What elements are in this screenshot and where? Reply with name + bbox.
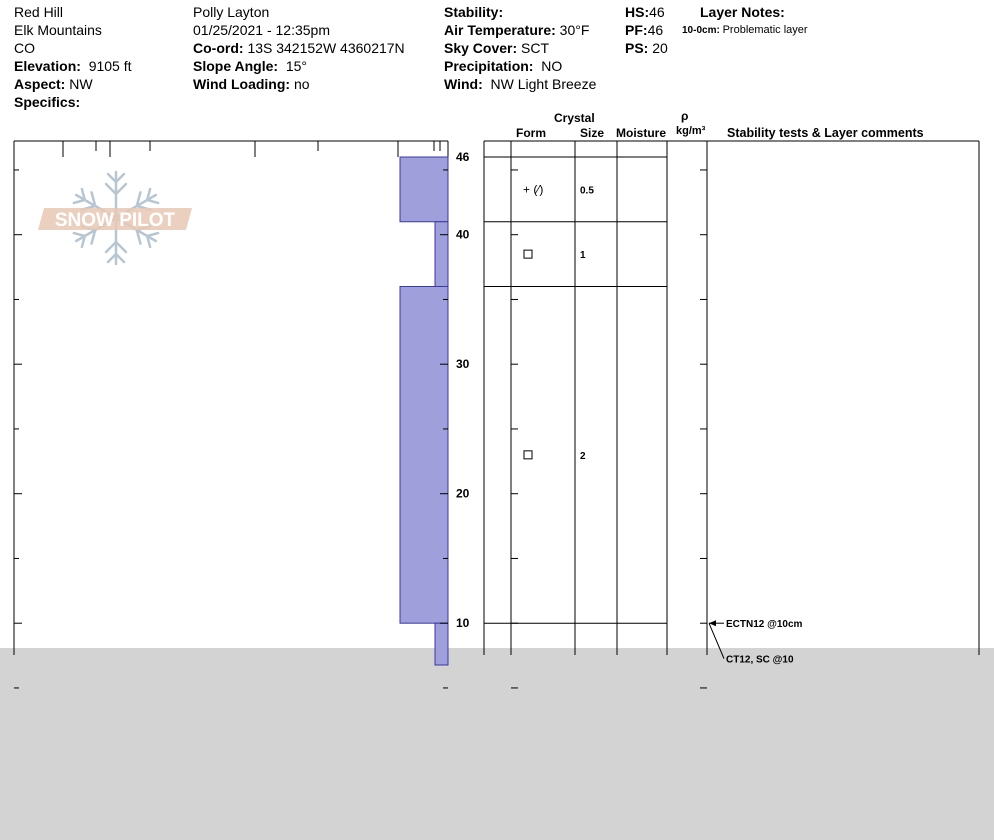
y-tick-label: 30 [456,357,470,372]
moisture-header: Moisture [616,126,667,140]
wind: Wind: NW Light Breeze [444,76,597,92]
y-tick-label: 20 [456,486,470,501]
layer-table [480,135,994,666]
specifics: Specifics: [14,94,81,110]
location-name: Red Hill [14,4,64,20]
grain-form-symbol-0: + (⁄) [523,182,544,197]
test-pointer-1 [709,623,724,658]
y-tick-label: 40 [456,227,470,242]
size-header: Size [580,126,605,140]
logo-text: SNOW PILOT [54,210,176,231]
aspect: Aspect: NW [14,76,93,92]
y-tick-label: 10 [456,616,470,631]
rho-header: ρ [681,109,689,123]
test-label-0: ECTN12 @10cm [726,619,803,631]
layer-notes-title: Layer Notes: [700,4,785,20]
stability: Stability: [444,4,504,20]
form-header: Form [516,126,546,140]
grain-form-symbol-1 [524,250,532,258]
sky-cover: Sky Cover: SCT [444,40,550,56]
ps: PS: 20 [625,40,668,56]
state: CO [14,40,35,56]
mountain-range: Elk Mountains [14,22,102,38]
slope-angle: Slope Angle: 15° [193,58,307,74]
precipitation: Precipitation: NO [444,58,563,74]
hardness-bar-0 [400,157,448,222]
hardness-profile-chart [0,135,480,655]
y-tick-label: 46 [456,150,470,164]
hardness-bar-1 [435,222,448,287]
air-temperature: Air Temperature: 30°F [444,22,590,38]
density-unit-header: kg/m³ [676,125,706,137]
layer-note: 10-0cm: Problematic layer [682,24,808,36]
hs: HS:46 [625,4,665,20]
hardness-bar-3 [435,623,448,665]
pf: PF:46 [625,22,664,38]
grain-size-1: 1 [580,250,586,262]
observer: Polly Layton [193,4,270,20]
grain-size-2: 2 [580,450,586,462]
grain-form-symbol-2 [524,451,532,459]
test-label-1: CT12, SC @10 [726,654,794,666]
wind-loading: Wind Loading: no [193,76,310,92]
coordinates: Co-ord: 13S 342152W 4360217N [193,40,405,56]
elevation: Elevation: 9105 ft [14,58,132,74]
grain-size-0: 0.5 [580,185,594,197]
hardness-bar-2 [400,287,448,624]
crystal-header: Crystal [554,111,595,125]
date-time: 01/25/2021 - 12:35pm [193,22,330,38]
comments-header: Stability tests & Layer comments [727,126,924,140]
